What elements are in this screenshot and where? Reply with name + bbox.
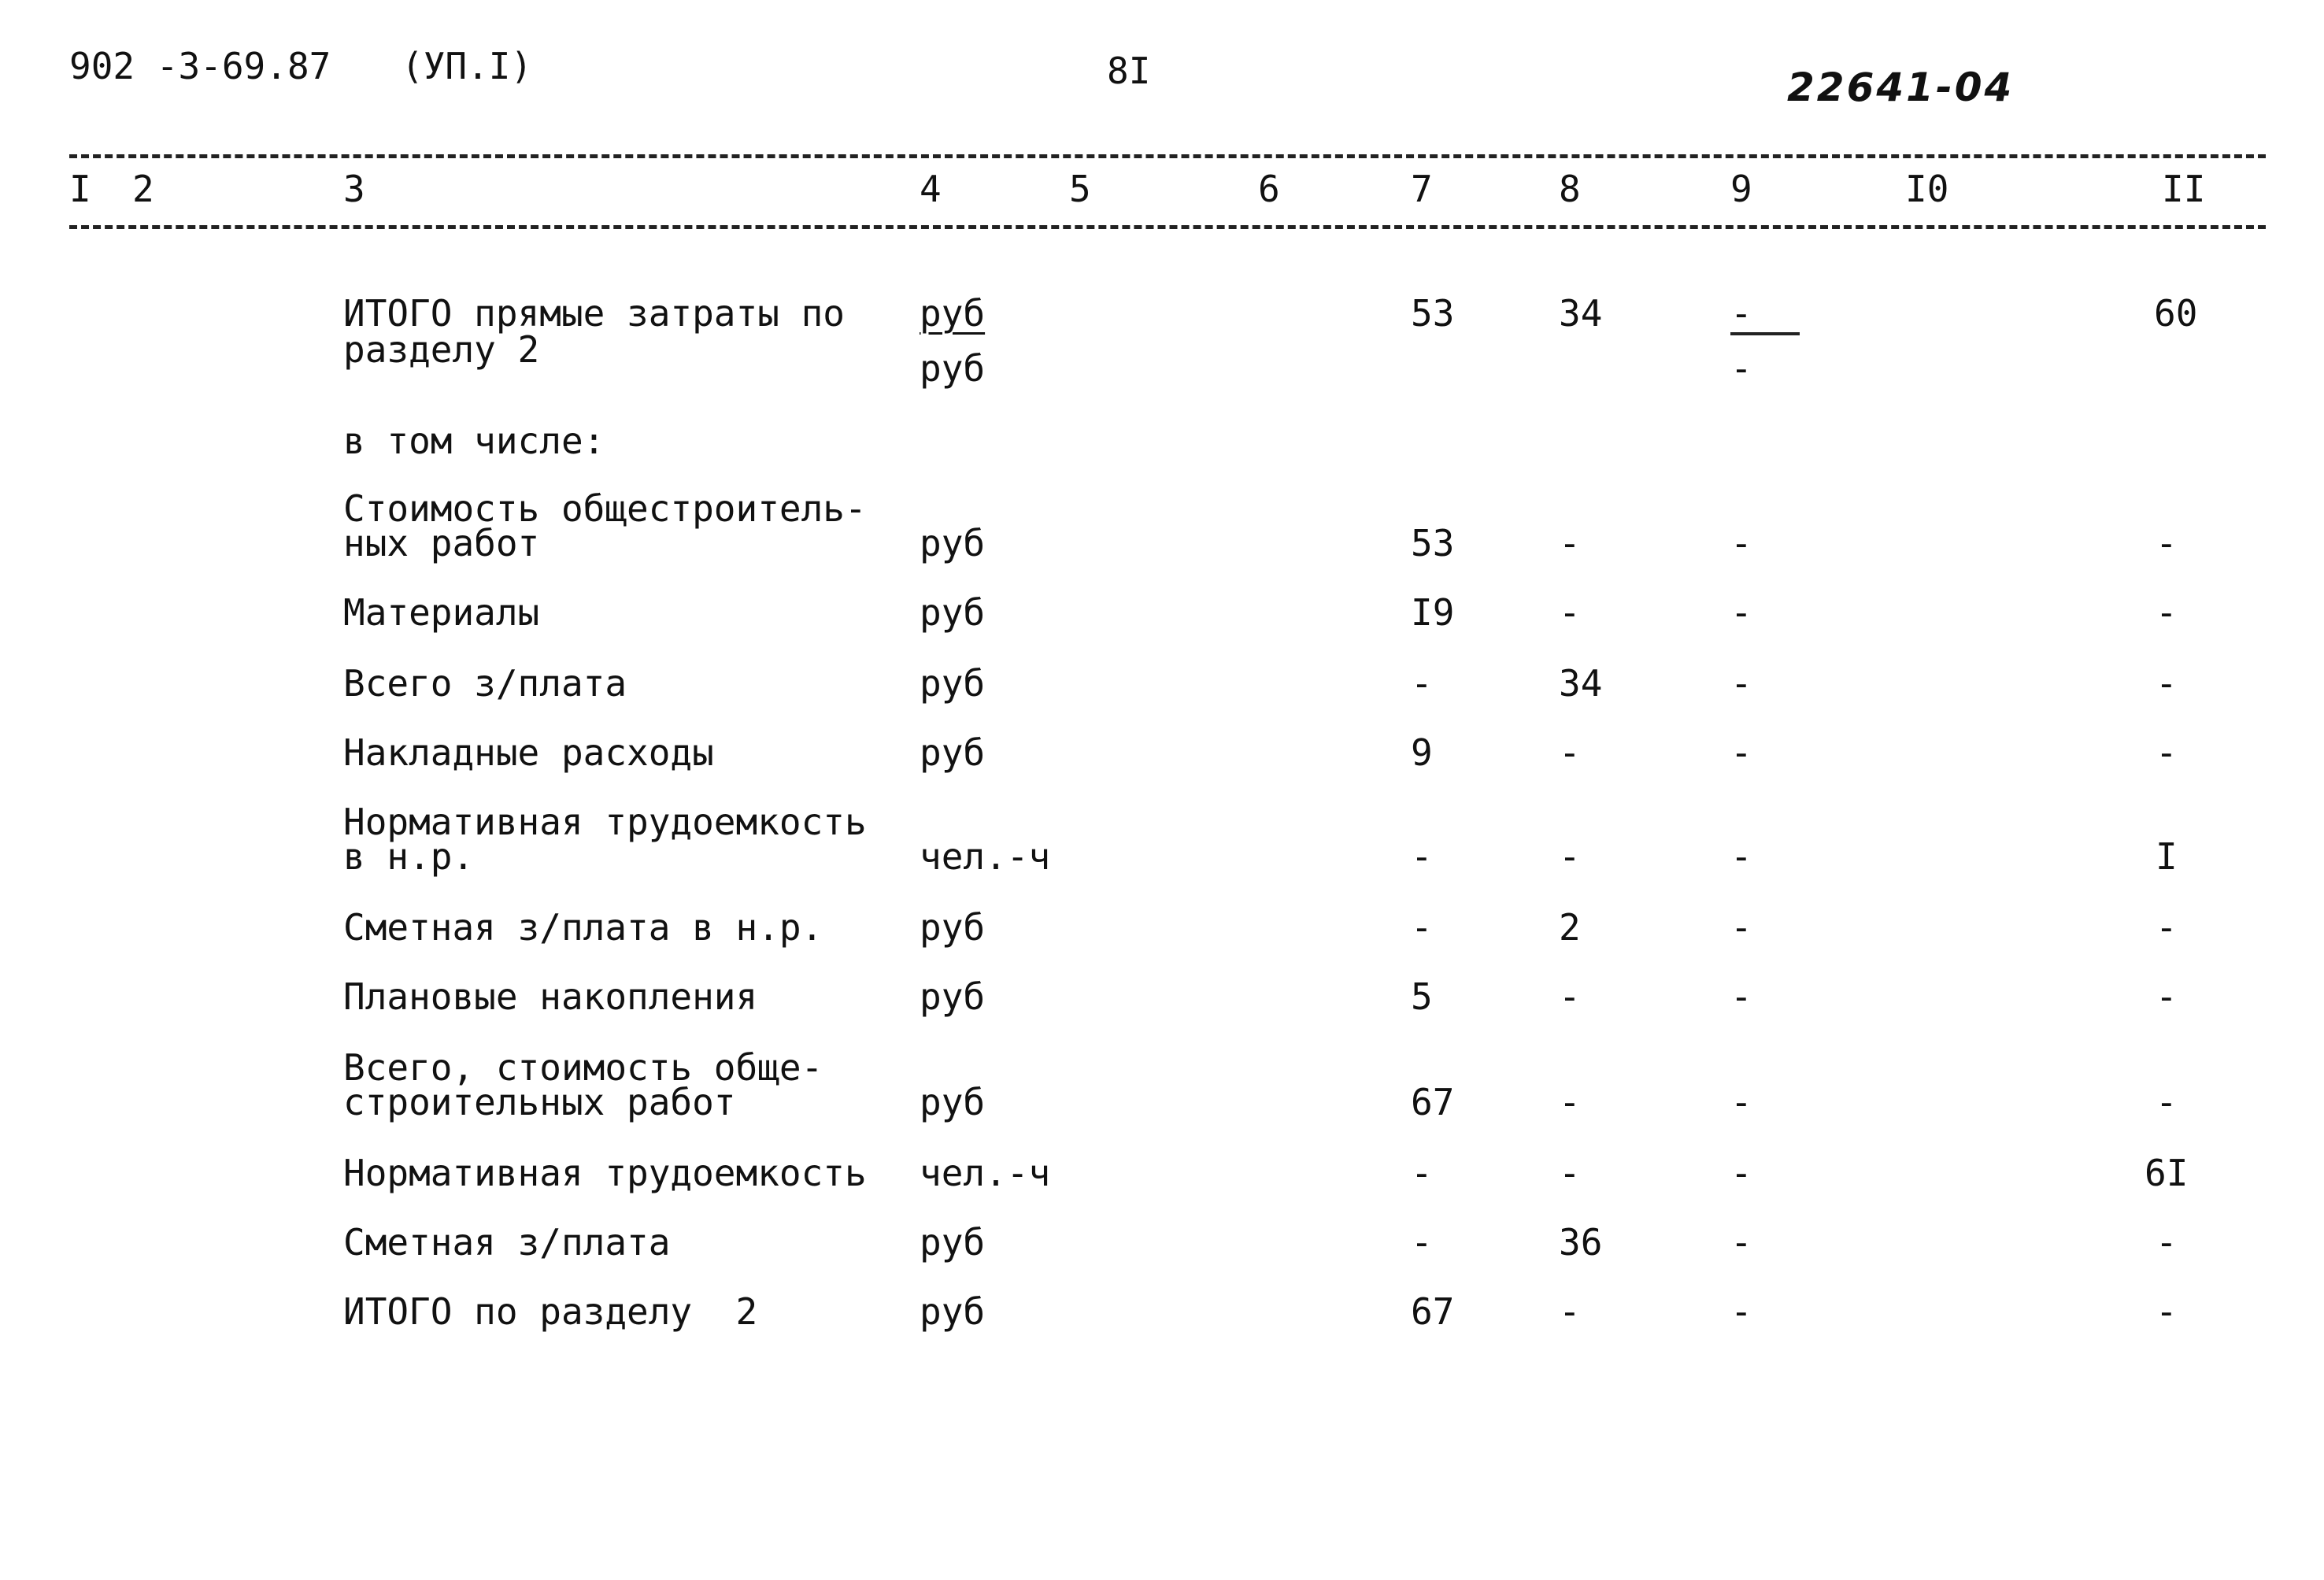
row-col11-value: -	[2156, 1221, 2178, 1264]
row-col7-value: 9	[1411, 731, 1433, 774]
row-col8-value: 2	[1559, 906, 1581, 949]
row-col9-value: -	[1730, 906, 1752, 949]
header-top-rule	[69, 154, 2266, 158]
column-header-9: 9	[1730, 168, 1752, 210]
row-unit: руб	[920, 292, 986, 335]
row-unit: руб	[920, 662, 986, 705]
row-col8-value: -	[1559, 1081, 1581, 1123]
row-unit: руб	[920, 906, 986, 949]
row-name-line: Сметная з/плата в н.р.	[343, 906, 823, 949]
row-name-line: Накладные расходы	[343, 731, 714, 774]
row-name-line: Сметная з/плата	[343, 1221, 671, 1264]
row-col7-value: 67	[1411, 1081, 1455, 1123]
row-col9-value: -	[1730, 1221, 1752, 1264]
row-col9-value: -	[1730, 522, 1752, 564]
row-name-line: Всего з/плата	[343, 662, 627, 705]
page-number: 8I	[1107, 50, 1151, 92]
row-col11-value: 6I	[2145, 1152, 2189, 1194]
row-name-line: Материалы	[343, 591, 540, 634]
row-col11-value: -	[2156, 975, 2178, 1018]
row-col8-value: 34	[1559, 292, 1603, 335]
row-name-line: ИТОГО по разделу 2	[343, 1290, 758, 1333]
row-name-line: ных работ	[343, 522, 540, 564]
row-unit: руб	[920, 1290, 986, 1333]
row-col7-value: -	[1411, 1152, 1433, 1194]
row-col8-value: -	[1559, 975, 1581, 1018]
row-col11-value: 60	[2154, 292, 2198, 335]
header-bottom-rule	[69, 225, 2266, 229]
row-name-line: Нормативная трудоемкость	[343, 1152, 867, 1194]
row-col8-value: -	[1559, 522, 1581, 564]
row-col11-value: -	[2156, 1081, 2178, 1123]
row-col11-value: -	[2156, 522, 2178, 564]
row-col8-value: -	[1559, 591, 1581, 634]
row-col7-value: -	[1411, 835, 1433, 878]
row-col9-value: -	[1730, 1152, 1752, 1194]
inventory-number: 22641-04	[1787, 65, 2015, 110]
row-col7-value: 53	[1411, 292, 1455, 335]
row-col8-value: -	[1559, 731, 1581, 774]
row-col9-value: -	[1730, 1081, 1752, 1123]
row-col9-value: -	[1730, 662, 1752, 705]
row-col7-value: 5	[1411, 975, 1433, 1018]
row-col7-value: 53	[1411, 522, 1455, 564]
row-name-line: Нормативная трудоемкость	[343, 801, 867, 843]
column-header-11: II	[2162, 168, 2206, 210]
row-name-line: строительных работ	[343, 1081, 736, 1123]
row-name-line: Стоимость общестроитель-	[343, 487, 867, 530]
row-col7-value: I9	[1411, 591, 1455, 634]
row-col9-value: -	[1730, 591, 1752, 634]
row-col7-value: 67	[1411, 1290, 1455, 1333]
row-col9-value: -	[1730, 347, 1752, 390]
column-header-2: 2	[132, 168, 154, 210]
row-col9-value: -	[1730, 975, 1752, 1018]
row-col11-value: -	[2156, 731, 2178, 774]
row-col7-value: -	[1411, 906, 1433, 949]
column-header-5: 5	[1069, 168, 1091, 210]
row-col8-value: -	[1559, 1290, 1581, 1333]
column-header-10: I0	[1905, 168, 1949, 210]
row-col11-value: -	[2156, 906, 2178, 949]
row-name-line: Всего, стоимость обще-	[343, 1046, 823, 1089]
row-unit: чел.-ч	[920, 1152, 1051, 1194]
row-name-line: разделу 2	[343, 328, 540, 371]
column-header-6: 6	[1258, 168, 1280, 210]
row-col8-value: 36	[1559, 1221, 1603, 1264]
row-unit: руб	[920, 591, 986, 634]
row-col11-value: -	[2156, 591, 2178, 634]
row-col9-value: -	[1730, 292, 1752, 335]
row-unit: руб	[920, 522, 986, 564]
row-unit: чел.-ч	[920, 835, 1051, 878]
album-number: (УП.I)	[402, 45, 533, 87]
column-header-7: 7	[1411, 168, 1433, 210]
row-name-line: в том числе:	[343, 420, 605, 462]
col9-fraction-bar	[1730, 332, 1800, 335]
row-unit: руб	[920, 731, 986, 774]
row-col11-value: -	[2156, 662, 2178, 705]
row-col9-value: -	[1730, 835, 1752, 878]
row-unit: руб	[920, 975, 986, 1018]
row-col7-value: -	[1411, 662, 1433, 705]
column-header-3: 3	[343, 168, 365, 210]
row-col11-value: -	[2156, 1290, 2178, 1333]
row-col9-value: -	[1730, 731, 1752, 774]
row-col11-value: I	[2156, 835, 2178, 878]
column-header-4: 4	[920, 168, 942, 210]
document-code: 902 -3-69.87	[69, 45, 331, 87]
row-col8-value: 34	[1559, 662, 1603, 705]
row-col7-value: -	[1411, 1221, 1433, 1264]
row-unit: руб	[920, 1221, 986, 1264]
row-unit: руб	[920, 1081, 986, 1123]
row-name-line: ИТОГО прямые затраты по	[343, 292, 845, 335]
row-name-line: в н.р.	[343, 835, 475, 878]
row-col9-value: -	[1730, 1290, 1752, 1333]
row-unit: руб	[920, 347, 986, 390]
row-col8-value: -	[1559, 1152, 1581, 1194]
row-col8-value: -	[1559, 835, 1581, 878]
row-name-line: Плановые накопления	[343, 975, 758, 1018]
column-header-8: 8	[1559, 168, 1581, 210]
column-header-1: I	[69, 168, 91, 210]
